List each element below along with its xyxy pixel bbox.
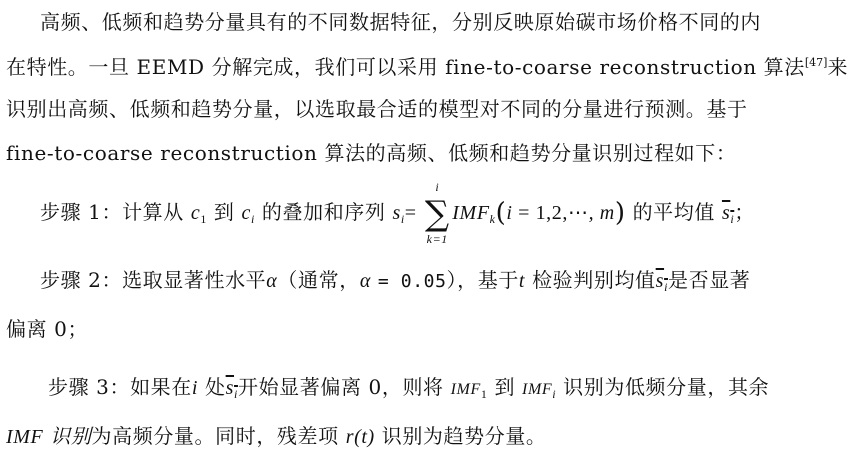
step-2-line: [40, 267, 750, 295]
alpha-symbol: α: [359, 270, 371, 292]
text: 到: [494, 375, 516, 399]
paragraph-line-4: [6, 140, 736, 166]
text: 识别出高频、低频和趋势分量，以选取最合适的模型对不同的分量进行预测。基于: [6, 97, 748, 121]
alpha-value: = 0.05: [377, 271, 447, 292]
text: 检验判别均值: [532, 268, 656, 292]
step-1-label: 步骤 1：计算从: [40, 200, 184, 224]
step-1-line: [40, 180, 755, 247]
residual-symbol: r(t): [345, 426, 375, 448]
text: 为高频分量。同时，残差项: [91, 424, 339, 448]
paragraph-line-1: [40, 9, 761, 35]
text: 识别: [43, 424, 92, 448]
text: 的叠加和序列: [261, 200, 386, 224]
text: 的平均值: [632, 200, 715, 224]
paragraph-line-2: [6, 50, 848, 80]
imf-i-symbol: $IMF_i$: [522, 381, 557, 401]
imf-1-symbol: $IMF_1$: [450, 381, 488, 401]
text: （通常，: [277, 268, 360, 292]
text: 处: [205, 375, 226, 399]
text: ；: [734, 200, 755, 224]
step-3-label: 步骤 3：如果在: [48, 375, 192, 399]
text: 识别为趋势分量。: [381, 424, 547, 448]
step-3-line-2: [6, 423, 547, 450]
formula: $s_i=$ i ∑ k=1 $IMF_k(i$ = 1,2,⋯, m): [392, 180, 626, 247]
text: ），基于: [446, 268, 519, 292]
text: 是否显著: [668, 268, 751, 292]
c-symbol: $c_1$: [190, 202, 207, 226]
s-bar-symbol: $s_i$: [225, 377, 238, 401]
alpha-symbol: α: [266, 270, 278, 292]
step-2-line-2: [6, 316, 88, 342]
text: 开始显著偏离 0，则将: [237, 375, 444, 399]
text: 到: [213, 200, 235, 224]
s-bar-symbol: $s_i$: [721, 202, 735, 226]
s-bar-symbol: $s_i$: [655, 270, 668, 294]
paragraph-line-3: [6, 96, 748, 122]
text: 来: [827, 55, 848, 79]
ci-symbol: $c_i$: [241, 202, 255, 226]
step-3-line: [48, 374, 769, 403]
text: 在特性。一旦 EEMD 分解完成，我们可以采用 fine-to-coarse reconstruction 算法: [6, 55, 805, 79]
summation-sign: i ∑ k=1: [424, 180, 450, 247]
text: 偏离 0；: [6, 317, 89, 341]
citation-ref: [47]: [804, 56, 828, 69]
text: fine-to-coarse reconstruction 算法的高频、低频和趋势分量识别过程如下：: [6, 141, 737, 165]
text: 高频、低频和趋势分量具有的不同数据特征，分别反映原始碳市场价格不同的内: [40, 10, 761, 34]
text: 识别为低频分量，其余: [563, 375, 770, 399]
step-2-label: 步骤 2：选取显著性水平: [40, 268, 267, 292]
t-symbol: t: [518, 270, 526, 292]
imf-symbol: IMF: [6, 426, 44, 448]
i-symbol: i: [191, 377, 199, 399]
